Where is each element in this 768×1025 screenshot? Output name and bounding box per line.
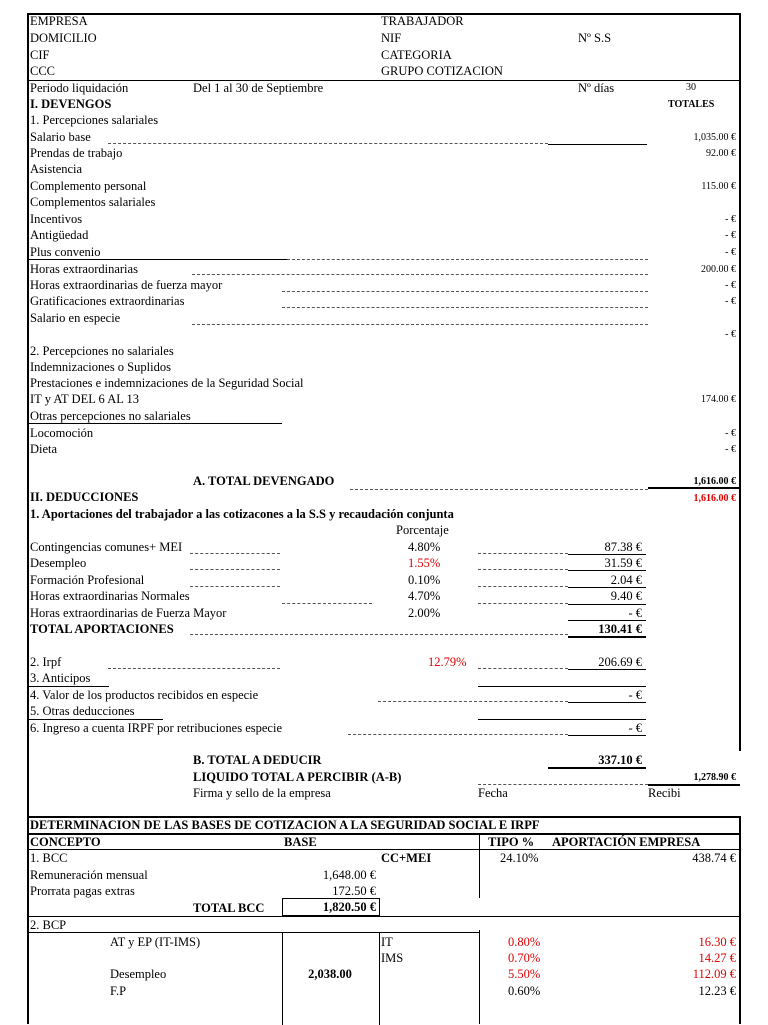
desempleo-base-pct: 5.50%: [508, 967, 541, 981]
right-border-lower: [739, 816, 741, 1024]
valor-especie-value: - €: [628, 688, 642, 702]
total-aportaciones-label: TOTAL APORTACIONES: [30, 622, 174, 636]
deduccion-label: Desempleo: [30, 556, 87, 570]
ccmei-label: CC+MEI: [381, 851, 432, 865]
deduccion-value: 2.04 €: [610, 573, 642, 587]
grupo-label: GRUPO COTIZACION: [381, 64, 503, 78]
firma-label: Firma y sello de la empresa: [193, 786, 331, 800]
comp-personal-value: 115.00 €: [701, 181, 736, 192]
deduccion-label: Formación Profesional: [30, 573, 145, 587]
total-deducir-value: 337.10 €: [598, 753, 642, 767]
irpf-label: 2. Irpf: [30, 655, 62, 669]
plus-value: - €: [725, 247, 736, 258]
deduccion-pct: 2.00%: [408, 606, 441, 620]
fp-pct: 0.60%: [508, 984, 541, 998]
domicilio-label: DOMICILIO: [30, 31, 97, 45]
deduccion-pct: 0.10%: [408, 573, 441, 587]
it-base-pct: 0.80%: [508, 935, 541, 949]
ims-value: 14.27 €: [698, 951, 736, 965]
salario-base-value: 1,035.00 €: [693, 132, 736, 143]
at-ep-label: AT y EP (IT-IMS): [110, 935, 201, 949]
devengos-title: I. DEVENGOS: [30, 97, 112, 111]
incentivos-value: - €: [725, 214, 736, 225]
locomocion-value: - €: [725, 428, 736, 439]
fecha-label: Fecha: [478, 786, 508, 800]
deduccion-label: Horas extraordinarias de Fuerza Mayor: [30, 606, 227, 620]
prorrata-label: Prorrata pagas extras: [30, 884, 135, 898]
total-aportaciones-value: 130.41 €: [598, 622, 642, 636]
dias-value: 30: [686, 82, 696, 93]
liquido-value: 1,278.90 €: [693, 772, 736, 783]
prendas-value: 92.00 €: [706, 148, 736, 159]
it-value: 174.00 €: [701, 394, 736, 405]
header-divider: [27, 80, 740, 81]
ingreso-irpf-label: 6. Ingreso a cuenta IRPF por retribuciones especie: [30, 721, 283, 735]
prendas-label: Prendas de trabajo: [30, 146, 123, 160]
irpf-pct: 12.79%: [428, 655, 467, 669]
locomocion-label: Locomoción: [30, 426, 94, 440]
ns-label: Nº S.S: [578, 31, 612, 45]
periodo-label: Periodo liquidación: [30, 81, 129, 95]
it-label: IT y AT DEL 6 AL 13: [30, 392, 140, 406]
dias-label: Nº días: [578, 81, 615, 95]
plus-label: Plus convenio: [30, 245, 101, 259]
incentivos-label: Incentivos: [30, 212, 83, 226]
periodo-value: Del 1 al 30 de Septiembre: [193, 81, 324, 95]
aportacion-header: APORTACIÓN EMPRESA: [552, 835, 701, 849]
salario-base-label: Salario base: [30, 130, 91, 144]
bcc-label: 1. BCC: [30, 851, 68, 865]
horas-fm-label: Horas extraordinarias de fuerza mayor: [30, 278, 223, 292]
categoria-label: CATEGORIA: [381, 48, 452, 62]
it-base-label: IT: [381, 935, 393, 949]
dieta-value: - €: [725, 444, 736, 455]
total-devengado-red: 1,616.00 €: [693, 493, 736, 504]
totales-header: TOTALES: [668, 99, 715, 110]
fp-label: F.P: [110, 984, 127, 998]
otras-percepciones-label: Otras percepciones no salariales: [30, 409, 191, 423]
deduccion-value: - €: [628, 606, 642, 620]
anticipos-label: 3. Anticipos: [30, 671, 91, 685]
horas-extra-label: Horas extraordinarias: [30, 262, 138, 276]
porcentaje-header: Porcentaje: [396, 523, 449, 537]
especie-label: Salario en especie: [30, 311, 121, 325]
especie-value: - €: [725, 329, 736, 340]
right-border: [739, 13, 741, 751]
liquido-label: LIQUIDO TOTAL A PERCIBIR (A-B): [193, 770, 402, 784]
total-devengado-label: A. TOTAL DEVENGADO: [193, 474, 335, 488]
it-base-value: 16.30 €: [698, 935, 736, 949]
remuneracion-label: Remuneración mensual: [30, 868, 148, 882]
prestaciones-label: Prestaciones e indemnizaciones de la Seguridad Social: [30, 376, 304, 390]
cif-label: CIF: [30, 48, 50, 62]
fp-value: 12.23 €: [698, 984, 736, 998]
deduccion-pct: 4.80%: [408, 540, 441, 554]
desempleo-base-value: 112.09 €: [692, 967, 736, 981]
left-border: [27, 13, 29, 1024]
deduccion-value: 87.38 €: [604, 540, 642, 554]
ingreso-irpf-value: - €: [628, 721, 642, 735]
horas-fm-value: - €: [725, 280, 736, 291]
indemnizaciones-label: Indemnizaciones o Suplidos: [30, 360, 171, 374]
irpf-value: 206.69 €: [598, 655, 642, 669]
empresa-label: EMPRESA: [30, 14, 88, 28]
total-devengado-value: 1,616.00 €: [693, 476, 736, 487]
deduccion-label: Contingencias comunes+ MEI: [30, 540, 183, 554]
bcp-value: 2,038.00: [308, 967, 352, 981]
asistencia-label: Asistencia: [30, 162, 83, 176]
deduccion-value: 31.59 €: [604, 556, 642, 570]
bases-title: DETERMINACION DE LAS BASES DE COTIZACION A LA SEGURIDAD SOCIAL E IRPF: [30, 818, 540, 832]
ims-pct: 0.70%: [508, 951, 541, 965]
antiguedad-value: - €: [725, 230, 736, 241]
deduccion-pct: 1.55%: [408, 556, 441, 570]
total-deducir-label: B. TOTAL A DEDUCIR: [193, 753, 322, 767]
aportaciones-subtitle: 1. Aportaciones del trabajador a las cotizacones a la S.S y recaudación conjunta: [30, 507, 454, 521]
ccmei-pct: 24.10%: [500, 851, 539, 865]
comp-personal-label: Complemento personal: [30, 179, 147, 193]
ccmei-value: 438.74 €: [692, 851, 736, 865]
recibi-label: Recibi: [648, 786, 681, 800]
concepto-header: CONCEPTO: [30, 835, 101, 849]
deducciones-title: II. DEDUCCIONES: [30, 490, 139, 504]
tipo-header: TIPO %: [488, 835, 535, 849]
total-bcc-label: TOTAL BCC: [193, 901, 265, 915]
dieta-label: Dieta: [30, 442, 58, 456]
trabajador-label: TRABAJADOR: [381, 14, 464, 28]
bcp-label: 2. BCP: [30, 918, 67, 932]
deduccion-label: Horas extraordinarias Normales: [30, 589, 190, 603]
desempleo-base-label: Desempleo: [110, 967, 167, 981]
remuneracion-value: 1,648.00 €: [322, 868, 376, 882]
ccc-label: CCC: [30, 64, 56, 78]
gratif-label: Gratificaciones extraordinarias: [30, 294, 185, 308]
total-bcc-value: 1,820.50 €: [322, 900, 376, 914]
otras-deducciones-label: 5. Otras deducciones: [30, 704, 135, 718]
prorrata-value: 172.50 €: [332, 884, 376, 898]
nif-label: NIF: [381, 31, 402, 45]
gratif-value: - €: [725, 296, 736, 307]
comp-salariales-label: Complementos salariales: [30, 195, 156, 209]
deduccion-value: 9.40 €: [610, 589, 642, 603]
ims-label: IMS: [381, 951, 404, 965]
deduccion-pct: 4.70%: [408, 589, 441, 603]
base-header: BASE: [284, 835, 317, 849]
horas-extra-value: 200.00 €: [701, 264, 736, 275]
valor-especie-label: 4. Valor de los productos recibidos en especie: [30, 688, 259, 702]
antiguedad-label: Antigüedad: [30, 228, 89, 242]
percepciones-salariales: 1. Percepciones salariales: [30, 113, 159, 127]
percepciones-no-salariales: 2. Percepciones no salariales: [30, 344, 174, 358]
